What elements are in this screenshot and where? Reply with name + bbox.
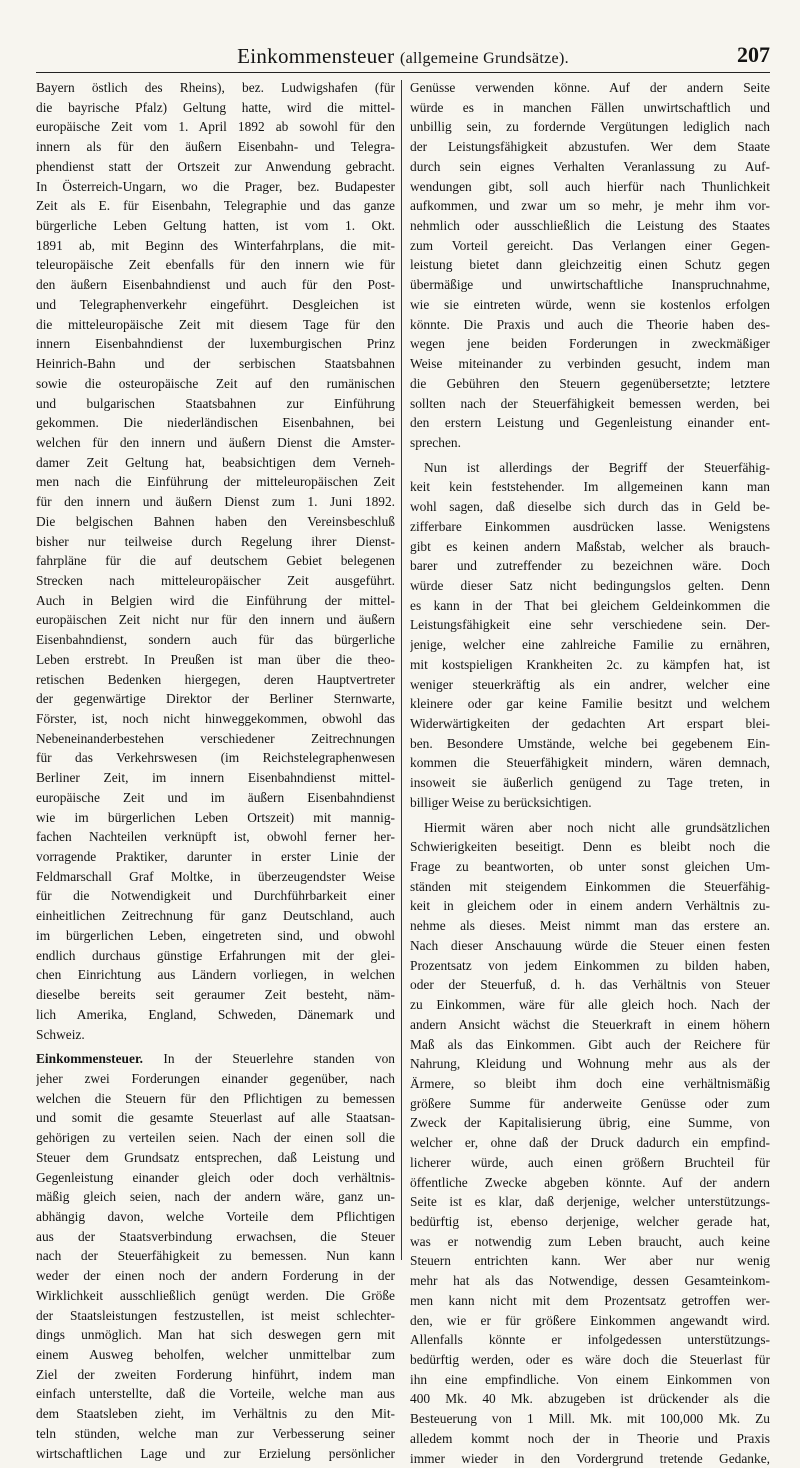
text-line: sowie die osteuropäische Zeit auf den rumänischen [36, 375, 395, 391]
text-line: Weise miteinander zu verbinden gesucht, indem man [410, 356, 770, 372]
text-line: Heinrich-Bahn und der serbischen Staatsbahnen [36, 356, 395, 372]
text-line: In Österreich-Ungarn, wo die Prager, bez. Budapester [36, 178, 395, 194]
text-line: die Gebühren den Steuern gegenübersetzte; letztere [410, 375, 770, 391]
entry-headword: Einkommensteuer. [36, 1051, 144, 1067]
text-line: europäische Zeit und im äußern Eisenbahndienst [36, 789, 395, 805]
text-line: sollten nach der Steuerfähigkeit bemessen werden, bei [410, 395, 770, 411]
text-line: barer und zutreffender zu bezeichnen wäre. Doch [410, 558, 770, 574]
text-line: mehr hat als das Notwendige, dessen Gesamteinkom- [410, 1273, 770, 1289]
text-line: mäßig gleich seien, nach der andern wäre, ganz un- [36, 1189, 395, 1205]
text-line: weniger steuerkräftig als ein andrer, welcher eine [410, 676, 770, 692]
text-line: immer wieder in den Vordergrund tretende Gedanke, [410, 1450, 770, 1466]
text-line: für das Verkehrswesen (im Reichstelegraphenwesen [36, 750, 395, 766]
text-line: europäische Zeit vom 1. April 1892 ab sowohl für den [36, 119, 395, 135]
text-line: einfach unterstellte, daß die Vorteile, welche man aus [36, 1386, 395, 1402]
text-line: was er notwendig zum Leben braucht, auch keine [410, 1233, 770, 1249]
left-column [36, 78, 395, 1463]
text-line: keit in gleichem oder in einem andern Verhältnis zu- [410, 898, 770, 914]
text-line: Förster, ist, noch nicht hinweggekommen, obwohl das [36, 711, 395, 726]
text-line: für den innern und äußern Dienst zum 1. Juni 1892. [36, 494, 395, 510]
text-line: einheitlichen Zeitrechnung für ganz Deutschland, auch [36, 908, 395, 924]
text-line: sprechen. [410, 434, 461, 450]
text-line: dem Staatsleben zieht, im Verhältnis zu den Mit- [36, 1406, 395, 1422]
text-line: vorragende Praktiker, darunter in erster Linie der [36, 849, 395, 865]
text-line: wie sie eintreten würde, wenn sie kostenlos erfolgen [410, 296, 770, 312]
text-line: alledem kommt noch der in Theorie und Praxis [410, 1430, 770, 1446]
text-line: Leben erstrebt. In Preußen ist man über die theo- [36, 651, 395, 667]
header-keyword: Einkommensteuer [237, 44, 395, 68]
text-line: keit kein feststehender. Im allgemeinen kann man [410, 479, 770, 495]
page-number: 207 [737, 42, 770, 67]
text-line: Gegenleistung einander gleich oder doch verhältnis- [36, 1169, 395, 1185]
text-line: es kann in der That bei gleichem Geldeinkommen die [410, 597, 770, 613]
text-line: bürgerliche Leben Geltung hatten, ist vom 1. Okt. [36, 218, 395, 234]
text-line: teln stünden, welche man zur Verbesserung seiner [36, 1425, 395, 1441]
text-line: Berliner Zeit, im innern Eisenbahndienst mittel- [36, 770, 395, 786]
text-line: bedürftig werden, oder es wäre doch die Steuerlast für [410, 1352, 770, 1367]
paragraph-tax-capacity [410, 458, 770, 813]
text-line: Allenfalls könnte er infolgedessen unterstützungs- [410, 1332, 770, 1348]
text-line: würde es in manchen Fällen unwirtschaftlich und [410, 99, 770, 115]
text-line: Strecken nach mitteleuropäischer Zeit ausgeführt. [36, 572, 395, 588]
header-title [36, 44, 770, 69]
text-line: Nebeneinanderbestehen verschiedener Zeitrechnungen [36, 730, 395, 746]
text-line: Eisenbahndienst, sondern auch für das bürgerliche [36, 632, 395, 648]
text-line: die bayrische Pfalz) Geltung hatte, wird die mittel- [36, 99, 395, 115]
text-line: Frage zu beantworten, ob unter sonst gleichen Um- [410, 859, 770, 875]
text-line: 1891 ab, mit Beginn des Winterfahrplans, die mit- [36, 237, 395, 253]
text-line: retischen Bedenken hiergegen, deren Hauptvertreter [36, 671, 395, 687]
text-line: für die Notwendigkeit und Durchführbarkeit einer [36, 888, 395, 904]
text-line: dieselbe bereits seit geraumer Zeit besteht, näm- [36, 987, 395, 1003]
text-line: welcher er, ohne daß der Druck dadurch ein empfind- [410, 1135, 770, 1151]
text-line: Ziel der zweiten Forderung hinführt, indem man [36, 1366, 395, 1382]
text-line: Leistungsfähigkeit eine sehr verschiedene sein. Der- [410, 617, 770, 633]
text-line: Steuern entrichten kann. Wer aber nur wenig [410, 1253, 770, 1269]
text-line: wohl sagen, daß dieselbe sich durch das in Geld be- [410, 499, 770, 515]
text-line: aufkommen, und zwar um so mehr, je mehr ihm vor- [410, 198, 770, 214]
text-line: billiger Weise zu berücksichtigen. [410, 794, 592, 810]
text-line: aus der Staatsverbindung erwachsen, die Steuer [36, 1228, 395, 1244]
text-line: größere Summe für anderweite Genüsse oder zum [410, 1095, 770, 1111]
text-line: und bulgarischen Staatsbahnen zur Einführung [36, 395, 395, 411]
text-line: Maß als das Einkommen. Gibt auch der Reichere für [410, 1036, 770, 1052]
text-line: ihn eine empfindliche. Von einem Einkommen von [410, 1371, 770, 1387]
text-line: einem Ausweg beholfen, welcher unmittelbar zum [36, 1347, 395, 1362]
text-line: Genüsse verwenden könne. Auf der andern Seite [410, 80, 770, 95]
text-line: ben. Besondere Umstände, welche bei gegebenem Ein- [410, 735, 770, 751]
text-line: durch sein eignes Verhalten Veranlassung zu Auf- [410, 158, 770, 174]
text-line: Bayern östlich des Rheins), bez. Ludwigshafen (für [36, 80, 395, 95]
text-line: Besteuerung von 1 Mill. Mk. mit 100,000 Mk. Zu [410, 1411, 770, 1427]
text-line: ständen mit steigendem Einkommen die Steuerfähig- [410, 878, 770, 894]
text-line: die mitteleuropäische Zeit mit diesem Tage für den [36, 316, 395, 332]
text-line: Schwierigkeiten beseitigt. Denn es bleibt noch die [410, 839, 770, 855]
text-line: den erstern Leistung und Gegenleistung einander ent- [410, 415, 770, 431]
text-line: oder der Steuerfuß, d. h. das Verhältnis von Steuer [410, 977, 770, 993]
text-line: fachen Nachteilen verknüpft ist, obwohl ferner her- [36, 829, 395, 845]
right-column [410, 78, 770, 1468]
text-line: damer Zeit Geltung hat, beabsichtigen dem Verneh- [36, 454, 395, 470]
text-line: gekommen. Die niederländischen Eisenbahnen, bei [36, 415, 395, 431]
text-line: fahrpläne für die auf deutschem Gebiet belegenen [36, 553, 395, 569]
text-line: Prozentsatz von jedem Einkommen zu bilden haben, [410, 957, 770, 973]
text-line: lich Amerika, England, Schweden, Dänemark und [36, 1006, 395, 1022]
text-line: licherer würde, auch einen größern Bruchteil für [410, 1154, 770, 1170]
text-line: endlich durchaus günstige Erfahrungen mit der glei- [36, 947, 395, 963]
text-line: jenige, welcher eine zahlreiche Familie zu ernähren, [410, 637, 770, 653]
text-line: und somit die gesamte Steuerlast auf alle Staatsan- [36, 1110, 395, 1126]
text-line: weder der einen noch der andern Forderung in der [36, 1268, 395, 1284]
text-line: zum Vorteil gereicht. Das Verlangen einer Gegen- [410, 237, 770, 253]
running-header [36, 44, 770, 73]
text-line: Hiermit wären aber noch nicht alle grundsätzlichen [424, 819, 770, 835]
text-line: zu Einkommen, wäre für alle gleich hoch. Nach der [410, 997, 770, 1013]
text-line: innern Eisenbahndienst der luxemburgischen Prinz [36, 336, 395, 352]
text-line: der Leistungsfähigkeit abzustufen. Wer dem Staate [410, 139, 770, 155]
text-line: Feldmarschall Graf Moltke, in überzeugendster Weise [36, 868, 395, 884]
paragraph-income-tax [36, 1069, 395, 1463]
text-line: Wirklichkeit ausschließlich genügt werden. Die Größe [36, 1287, 395, 1303]
text-line: teleuropäische Zeit ebenfalls für den innern wie für [36, 257, 395, 273]
text-line: und Telegraphenverkehr eingeführt. Desgleichen ist [36, 296, 395, 312]
paragraph-time-zones [36, 78, 395, 1044]
text-line: wegen jene beiden Forderungen in zweckmäßiger [410, 336, 770, 352]
text-line: Zeit als E. für Eisenbahn, Telegraphie und das ganze [36, 198, 395, 214]
text-line: Ärmere, so bleibt ihm doch eine verhältnismäßig [410, 1075, 770, 1091]
text-line: bedürftig ist, ebenso derjenige, welcher gerade hat, [410, 1213, 770, 1229]
text-line: nehmlich oder ausschließlich die Leistung des Staates [410, 218, 770, 234]
text-line: nach der Steuerfähigkeit zu bemessen. Nun kann [36, 1248, 395, 1264]
text-line: Auch in Belgien wird die Einführung der mittel- [36, 592, 395, 608]
text-line: welchen die Steuern für den Pflichtigen zu bemessen [36, 1090, 395, 1106]
text-line: Steuer dem Grundsatz entsprechen, daß Leistung und [36, 1149, 395, 1165]
text-line: gehörigen zu verteilen seien. Nach der einen soll die [36, 1130, 395, 1146]
text-line: bisher nur teilweise durch Regelung ihrer Dienst- [36, 533, 395, 549]
text-line: Widerwärtigkeiten der gedachten Art erspart blei- [410, 716, 770, 731]
text-line: übermäßige und unwirtschaftliche Inanspruchnahme, [410, 277, 770, 293]
text-line: Zweck der Kapitalisierung übrig, eine Summe, von [410, 1115, 770, 1131]
text-line: gibt es keinen andern Maßstab, welcher als brauch- [410, 538, 770, 554]
header-subtitle: (allgemeine Grundsätze). [399, 50, 569, 67]
text-line: chen Einrichtung aus Ländern vorliegen, in welchen [36, 967, 395, 983]
text-line: öffentliche Zwecke abgeben könnte. Auf der andern [410, 1174, 770, 1190]
text-line: europäischen Zeit nicht nur für den innern und äußern [36, 612, 395, 628]
text-line: nehme als dieses. Meist nimmt man das erstere an. [410, 918, 770, 934]
text-line: innern als für den äußern Eisenbahn- und Telegra- [36, 139, 395, 155]
text-line: Nach dieser Anschauung würde die Steuer einen festen [410, 937, 770, 953]
text-line: men nach die Einführung der mitteleuropäischen Zeit [36, 474, 395, 490]
text-line: welchen für den innern und äußern Dienst die Amster- [36, 434, 395, 450]
text-line: men kann nicht mit dem Prozentsatz getroffen wer- [410, 1292, 770, 1308]
text-line [36, 1049, 395, 1069]
text-line: Nun ist allerdings der Begriff der Steuerfähig- [424, 459, 770, 475]
text-line: würde dieser Satz nicht bedingungslos gelten. Denn [410, 577, 770, 593]
paragraph-progression [410, 818, 770, 1468]
column-divider [401, 80, 402, 1260]
text-line: Schweiz. [36, 1026, 85, 1042]
text-line: kleinere oder gar keine Familie besitzt und welchem [410, 696, 770, 712]
text-line: leistung bietet dann gleichzeitig einen Schutz gegen [410, 257, 770, 273]
text-line: insoweit sie äußerlich genügend zu Tage treten, in [410, 775, 770, 791]
text-line: den, wie er für größere Einkommen angewandt wird. [410, 1312, 770, 1328]
text-line: wendungen gibt, soll auch hierfür nach Thunlichkeit [410, 178, 770, 194]
paragraph-fees [410, 78, 770, 453]
text-line: der Staatsleistungen festzustellen, ist meist schlechter- [36, 1307, 395, 1323]
text-line: andern Ansicht wächst die Steuerkraft in einem höhern [410, 1016, 770, 1032]
text-line: im bürgerlichen Leben, eingetreten sind, und obwohl [36, 927, 395, 943]
text-line: phendienst statt der Ortszeit zur Anwendung gebracht. [36, 158, 395, 174]
text-line: Nahrung, Kleidung und Wohnung mehr aus als der [410, 1056, 770, 1072]
text-line: zifferbare Einkommen ausdrücken lasse. Wenigstens [410, 518, 770, 534]
text-line: unbillig sein, zu fordernde Vergütungen lediglich nach [410, 119, 770, 135]
text-line: der gegenwärtige Direktor der Berliner Sternwarte, [36, 691, 395, 707]
text-line: kommen die Steuerfähigkeit mindern, wären demnach, [410, 755, 770, 771]
text-line: wie im bürgerlichen Leben Ortszeit) mit mannig- [36, 809, 395, 825]
text-line: abhängig davon, welche Vorteile dem Pflichtigen [36, 1208, 395, 1224]
entry-first-line: In der Steuerlehre standen von [163, 1051, 395, 1067]
text-line: dings unmöglich. Man hat sich deswegen gern mit [36, 1327, 395, 1343]
text-line: mit kostspieligen Krankheiten 2c. zu kämpfen hat, ist [410, 656, 770, 672]
text-line: könnte. Die Praxis und auch die Theorie haben des- [410, 316, 770, 332]
text-line: Die belgischen Bahnen haben den Vereinsbeschluß [36, 513, 395, 529]
text-line: 400 Mk. 40 Mk. abzugeben ist drückender als die [410, 1391, 770, 1407]
text-line: Seite ist es klar, daß derjenige, welcher unterstützungs- [410, 1194, 770, 1210]
text-line: wirtschaftlichen Lage und zur Erzielung persönlicher [36, 1445, 395, 1461]
text-line: den äußern Eisenbahndienst und auch für den Post- [36, 277, 395, 293]
text-line: jeher zwei Forderungen einander gegenüber, nach [36, 1070, 395, 1086]
